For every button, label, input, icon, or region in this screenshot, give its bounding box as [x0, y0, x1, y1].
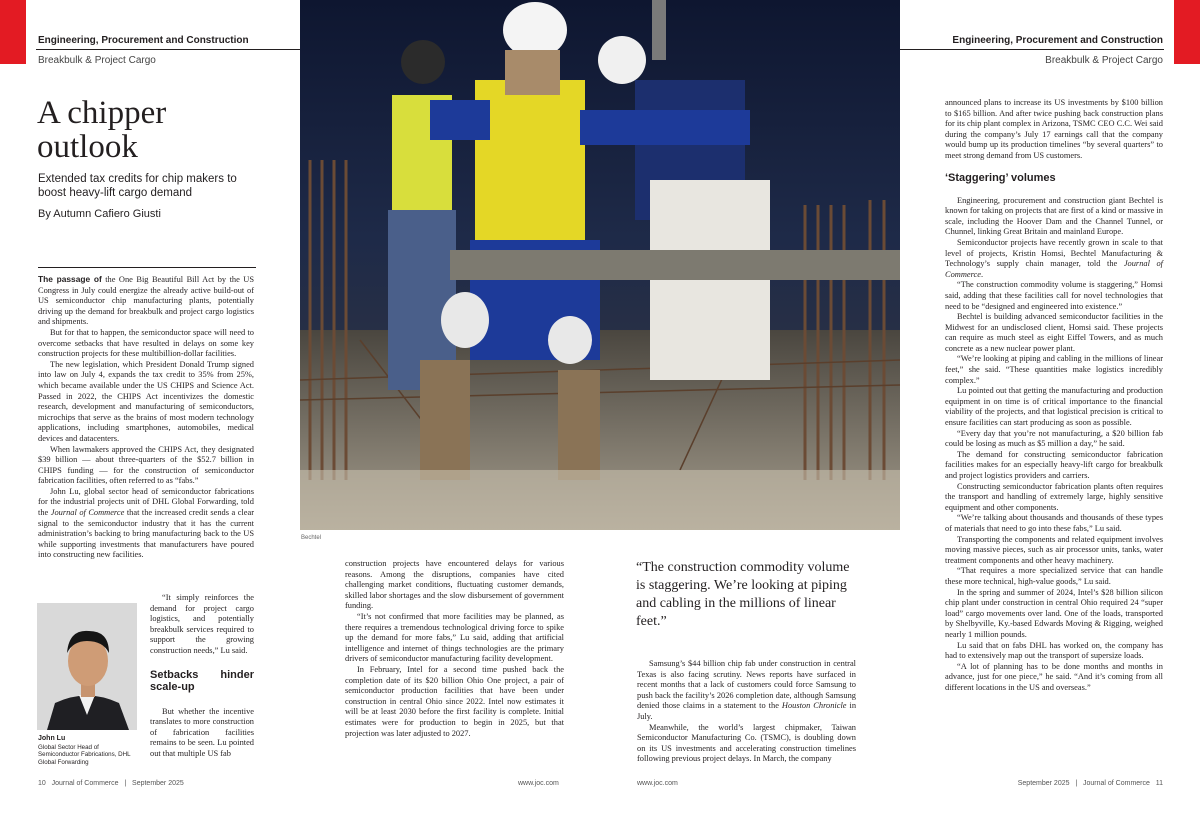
paragraph: [945, 238, 1163, 280]
byline: By Autumn Cafiero Giusti: [38, 208, 161, 220]
section-subtitle-right: Breakbulk & Project Cargo: [1045, 55, 1163, 66]
text-run: Samsung’s $44 billion chip fab under construction in central Texas is also facing scrutiny. News reports have surfaced in recent months that a lack of customers could force Samsung to push back the facility’s 2026 completion date, although Samsung denied those claims in a statement to the: [637, 659, 856, 711]
text-run: in July.: [637, 701, 857, 721]
portrait-photo: [37, 603, 137, 730]
publication-name: Houston Chronicle: [781, 701, 847, 711]
header-rule-left: [36, 49, 300, 50]
headline-line-2: outlook: [37, 129, 138, 165]
paragraph: Meanwhile, the world’s largest chipmaker, Taiwan Semiconductor Manufacturing Co. (TSMC), is doubling down on its US investments and accelerating construction timelines following previous project delays. In March, the company: [637, 722, 856, 764]
paragraph: Lu said that on fabs DHL has worked on, the company has had to extensively map out the transport of supersize loads.: [945, 640, 1163, 661]
footer-right: September 2025 | Journal of Commerce 11: [1017, 780, 1163, 787]
paragraph-lead: [38, 274, 254, 328]
column-3: [637, 659, 856, 765]
text-run: that the increased credit sends a clear signal to the semiconductor industry that it has the current administration’s backing to bring manufacturing back to the US while supporting investments that manufacturers have poured into constructing new facilities.: [38, 508, 254, 560]
section-title-right: Engineering, Procurement and Construction: [952, 35, 1163, 46]
paragraph: Lu pointed out that getting the manufacturing and production equipment in on time is of critical importance to the financial viability of the projects, and that logistical precision is critical to ensure facilities can start producing as soon as possible.: [945, 386, 1163, 428]
column-4: [945, 98, 1163, 693]
byline-rule: [38, 267, 256, 268]
portrait-illustration: [37, 603, 137, 730]
subhead-staggering: ‘Staggering’ volumes: [945, 171, 1056, 184]
paragraph: “We’re talking about thousands and thousands of these types of materials that need to go into these fabs,” Lu said.: [945, 513, 1163, 533]
paragraph: announced plans to increase its US investments by $100 billion to $165 billion. And after twice pushing back construction plans for its chip plant complex in Arizona, TSMC CEO C.C. Wei said during the company’s July 17 earnings call that the company would bump up its production timelines “by several quarters” to meet strong demand from US customers.: [945, 98, 1163, 160]
paragraph: “The construction commodity volume is staggering,” Homsi said, adding that these facilities call for novel technologies that need to be “designed and engineered into existence.”: [945, 280, 1163, 311]
subhead-setbacks: Setbacks hinder scale-up: [150, 668, 254, 693]
paragraph: [38, 487, 254, 561]
headline-line-1: A chipper: [37, 95, 167, 131]
section-title-left: Engineering, Procurement and Construction: [38, 35, 249, 46]
footer-left: 10 Journal of Commerce | September 2025: [38, 780, 184, 787]
publication-name: Journal of Commerce: [945, 259, 1163, 279]
construction-photo-illustration: [300, 0, 900, 530]
paragraph: construction projects have encountered delays for various reasons. Among the disruptions, companies have cited challenging market conditions, fluctuating customer demands, skilled labor shortages and the slow disbursement of government funding.: [345, 559, 564, 611]
paragraph: When lawmakers approved the CHIPS Act, they designated $39 billion — about three-quarters of the $52.7 billion in CHIPS funding — for the construction of semiconductor fabrication facilities, often referred to as “fabs.”: [38, 444, 254, 486]
red-corner-tab-right: [1174, 0, 1200, 64]
column-1-lower: [150, 593, 254, 760]
text-run: .: [980, 269, 984, 279]
footer-url-right: www.joc.com: [637, 780, 678, 787]
paragraph: “It simply reinforces the demand for project cargo logistics, and potentially breakbulk services required to support the growing construction needs,” Lu said.: [150, 593, 254, 655]
paragraph: In February, Intel for a second time pushed back the completion date of its $20 billion Ohio One project, a pair of semiconductor production facilities that have been under construction in central Ohio since 2022. Intel now estimates it will be at least 2030 before the first facility is complete. Initial estimates were for production to begin in 2025, but that projection was later adjusted to 2027.: [345, 664, 564, 738]
red-corner-tab-left: [0, 0, 26, 64]
lead-in: The passage of: [38, 274, 102, 284]
paragraph: Constructing semiconductor fabrication plants often requires the transport and handling of extremely large, highly sensitive equipment and other components.: [945, 481, 1163, 512]
publication-name: Journal of Commerce: [50, 508, 125, 518]
portrait-caption: Global Sector Head of Semiconductor Fabrications, DHL Global Forwarding: [38, 744, 131, 766]
paragraph: Engineering, procurement and construction giant Bechtel is known for taking on projects that are first of a kind or massive in scale, including the Hoover Dam and the Channel Tunnel, or Chunnel, linking Great Britain and mainland Europe.: [945, 195, 1163, 237]
portrait-name: John Lu: [38, 735, 66, 742]
paragraph: The new legislation, which President Donald Trump signed into law on July 4, expands the tax credit to 35% from 25%, which became available under the US CHIPS and Science Act. Passed in 2022, the CHIPS Act incentivizes the domestic research, development and manufacturing of semiconductors, microchips that serve as the brains of most modern technology applications, including smartphones, automobiles, medical devices and datacenters.: [38, 359, 254, 443]
paragraph: In the spring and summer of 2024, Intel’s $28 billion silicon chip plant under construction in central Ohio required 24 “super load” cargo movements over land. One of the loads, transported by Shelbyville, Ky.-based Edwards Moving & Rigging, weighed nearly 1 million pounds.: [945, 587, 1163, 639]
construction-photo: [300, 0, 900, 530]
pull-quote: “The construction commodity volume is staggering. We’re looking at piping and cabling in the millions of linear feet.”: [636, 560, 850, 629]
paragraph: Transporting the components and related equipment involves moving massive pieces, such as air processor units, tanks, water treatment components and other heavy machinery.: [945, 534, 1163, 565]
footer-url-left: www.joc.com: [518, 780, 559, 787]
deck: Extended tax credits for chip makers to boost heavy-lift cargo demand: [38, 173, 237, 199]
paragraph: Bechtel is building advanced semiconductor facilities in the Midwest for an undisclosed client, Homsi said. These projects can require as much steel as eight Eiffel Towers, and as much concrete as a new nuclear power plant.: [945, 312, 1163, 353]
text-run: John Lu, global sector head of semiconductor fabrications for the industrial projects unit of DHL Global Forwarding, told the: [38, 486, 254, 518]
section-subtitle-left: Breakbulk & Project Cargo: [38, 55, 156, 66]
paragraph: But whether the incentive translates to more construction of fabrication facilities remains to be seen. Lu pointed out that multiple US fab: [150, 706, 254, 758]
paragraph: “It’s not confirmed that more facilities may be planned, as there requires a tremendous technological driving force to spike up the demand for more fabs,” Lu said, adding that artificial intelligence and internet of things technologies are the primary drivers of semiconductor manufacturing facility development.: [345, 611, 564, 664]
header-rule-right: [900, 49, 1164, 50]
paragraph: “A lot of planning has to be done months and months in advance, just for one piece,” he said. “And it’s coming from all different locations in the US and overseas.”: [945, 661, 1163, 692]
paragraph: “Every day that you’re not manufacturing, a $20 billion fab could be losing as much as $5 million a day,” he said.: [945, 428, 1163, 449]
paragraph: “That requires a more specialized service that can handle these more technical, high-value goods,” Lu said.: [945, 566, 1163, 586]
column-1-upper: [38, 274, 254, 561]
text-run: Semiconductor projects have recently grown in scale to that level of projects, Kristin Homsi, Bechtel Manufacturing & Technology’s supply chain manager, told the: [945, 237, 1163, 269]
paragraph: [637, 659, 856, 723]
paragraph: “We’re looking at piping and cabling in the millions of linear feet,” she said. “These quantities make logistics incredibly complex.”: [945, 354, 1163, 385]
photo-credit: Bechtel: [301, 535, 322, 541]
paragraph: The demand for constructing semiconductor fabrication facilities makes for an especially heavy-lift cargo for breakbulk and project logistics providers and carriers.: [945, 449, 1163, 480]
paragraph: But for that to happen, the semiconductor space will need to overcome setbacks that have resulted in delays on some key construction projects for these multibillion-dollar facilities.: [38, 327, 254, 359]
lead-text: the One Big Beautiful Bill Act by the US Congress in July could energize the already active build-out of US semiconductor chip manufacturing plants, potentially driving up the demand for breakbulk and project cargo logistics and shipments.: [38, 275, 255, 327]
headline: [37, 96, 166, 164]
column-2: [345, 559, 564, 739]
